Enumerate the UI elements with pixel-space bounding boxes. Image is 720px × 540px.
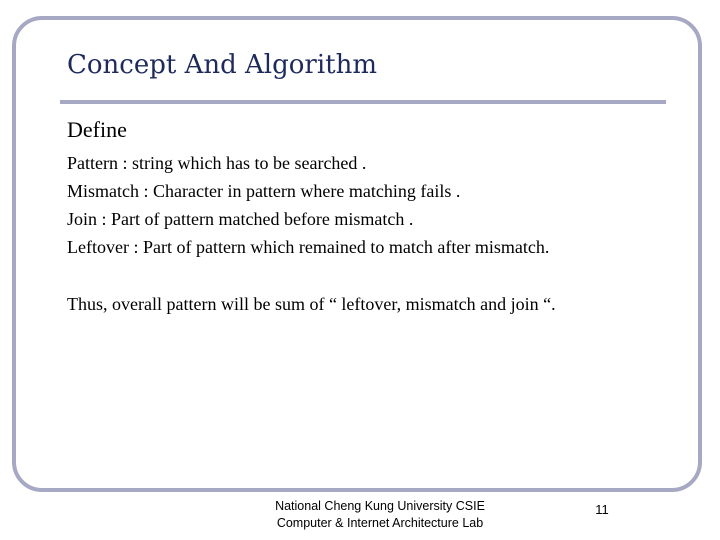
slide-title: Concept And Algorithm <box>67 50 378 80</box>
summary-text: Thus, overall pattern will be sum of “ leftover, mismatch and join “. <box>67 294 556 314</box>
definition-mismatch: Mismatch : Character in pattern where matching fails . <box>67 181 461 201</box>
footer-line-2: Computer & Internet Architecture Lab <box>276 516 484 530</box>
definition-leftover: Leftover : Part of pattern which remained to match after mismatch. <box>67 237 550 257</box>
definition-list <box>67 149 549 261</box>
definition-pattern: Pattern : string which has to be searched . <box>67 153 367 173</box>
definition-join: Join : Part of pattern matched before mismatch . <box>67 209 414 229</box>
title-divider <box>60 100 666 104</box>
define-heading: Define <box>67 117 127 142</box>
footer-institution <box>230 498 530 532</box>
footer-line-1: National Cheng Kung University CSIE <box>275 499 485 513</box>
page-number: 11 <box>595 502 609 517</box>
